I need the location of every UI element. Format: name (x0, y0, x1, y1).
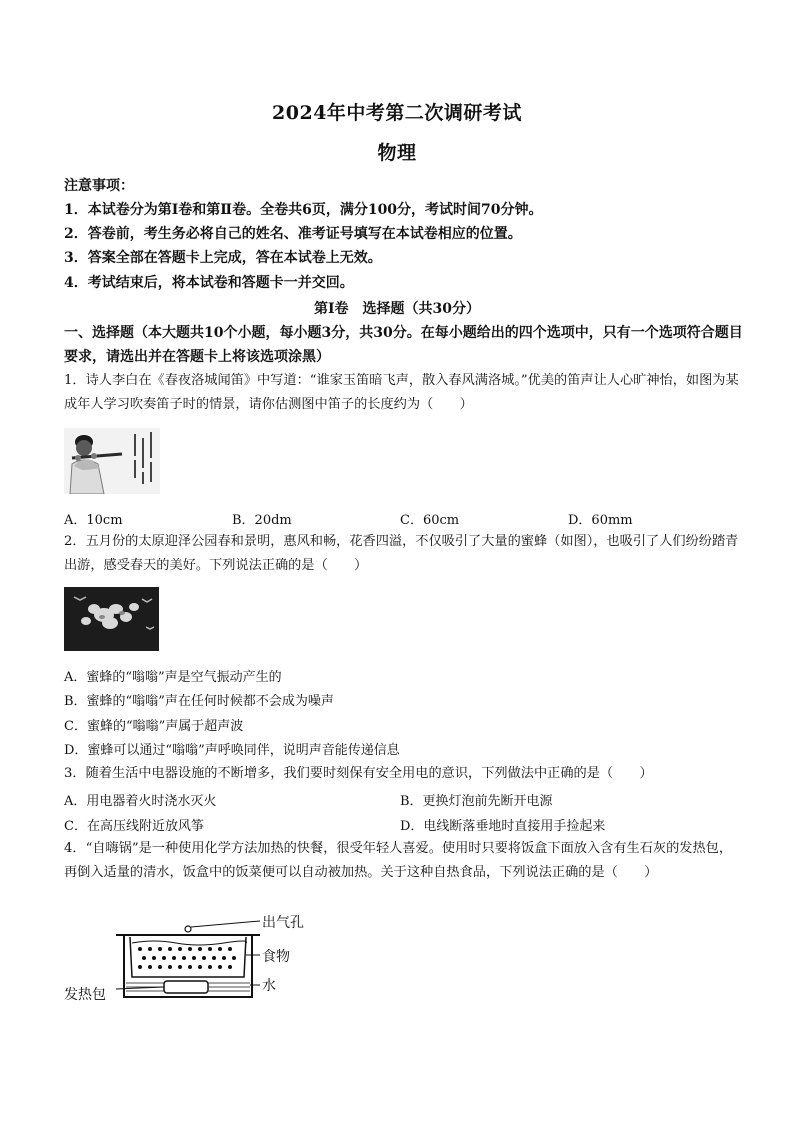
notice-item: 1．本试卷分为第Ⅰ卷和第Ⅱ卷。全卷共6页，满分100分，考试时间70分钟。 (64, 202, 543, 218)
q1-option-b: B．20dm (232, 513, 292, 528)
flute-player-photo (64, 428, 160, 494)
question-2-stem: 2．五月份的太原迎泽公园春和景明，惠风和畅，花香四溢，不仅吸引了大量的蜜蜂（如图），也吸引了人们纷纷踏青出游，感受春天的美好。下列说法正确的是（ ） (64, 534, 739, 573)
subject-title: 物理 (377, 142, 417, 164)
q1-option-c: C．60cm (400, 513, 460, 528)
notice-item: 3．答案全部在答题卡上完成，答在本试卷上无效。 (64, 250, 382, 266)
q3-option-a: A．用电器着火时浇水灭火 (64, 794, 217, 809)
q1-option-a: A．10cm (64, 513, 123, 528)
q1-option-d: D．60mm (568, 513, 633, 528)
section-title: 第Ⅰ卷 选择题（共30分） (313, 301, 481, 317)
q2-option-b: B．蜜蜂的“嗡嗡”声在任何时候都不会成为噪声 (64, 694, 334, 709)
notice-heading: 注意事项： (64, 178, 134, 194)
self-heating-pot-diagram (64, 915, 324, 1005)
label-vent: 出气孔 (262, 915, 304, 931)
q2-option-d: D．蜜蜂可以通过“嗡嗡”声呼唤同伴，说明声音能传递信息 (64, 743, 400, 758)
part-heading: 一、选择题（本大题共10个小题，每小题3分，共30分。在每小题给出的四个选项中，只有一个选项符合题目要求，请选出并在答题卡上将该选项涂黑） (64, 325, 743, 365)
notice-item: 4．考试结束后，将本试卷和答题卡一并交回。 (64, 275, 354, 291)
label-water: 水 (262, 978, 276, 994)
label-food: 食物 (262, 949, 290, 965)
notice-item: 2．答卷前，考生务必将自己的姓名、准考证号填写在本试卷相应的位置。 (64, 226, 522, 242)
question-1-stem: 1．诗人李白在《春夜洛城闻笛》中写道：“谁家玉笛暗飞声，散入春风满洛城。”优美的笛声让人心旷神怡，如图为某成年人学习吹奏笛子时的情景，请你估测图中笛子的长度约为（ ） (64, 373, 739, 412)
q2-option-c: C．蜜蜂的“嗡嗡”声属于超声波 (64, 719, 244, 734)
q2-option-a: A．蜜蜂的“嗡嗡”声是空气振动产生的 (64, 670, 282, 685)
q3-option-d: D．电线断落垂地时直接用手捡起来 (400, 819, 606, 834)
exam-title: 2024年中考第二次调研考试 (272, 102, 522, 124)
label-heater: 发热包 (64, 987, 106, 1003)
q3-option-c: C．在高压线附近放风筝 (64, 819, 204, 834)
q3-option-b: B．更换灯泡前先断开电源 (400, 794, 553, 809)
bee-flowers-photo (64, 587, 159, 651)
question-3-stem: 3．随着生活中电器设施的不断增多，我们要时刻保有安全用电的意识，下列做法中正确的是（ ） (64, 766, 653, 781)
question-4-stem: 4．“自嗨锅”是一种使用化学方法加热的快餐，很受年轻人喜爱。使用时只要将饭盒下面放入含有生石灰的发热包，再倒入适量的清水，饭盒中的饭菜便可以自动被加热。关于这种自热食品，下列说法正确的是（ ） (64, 841, 733, 880)
